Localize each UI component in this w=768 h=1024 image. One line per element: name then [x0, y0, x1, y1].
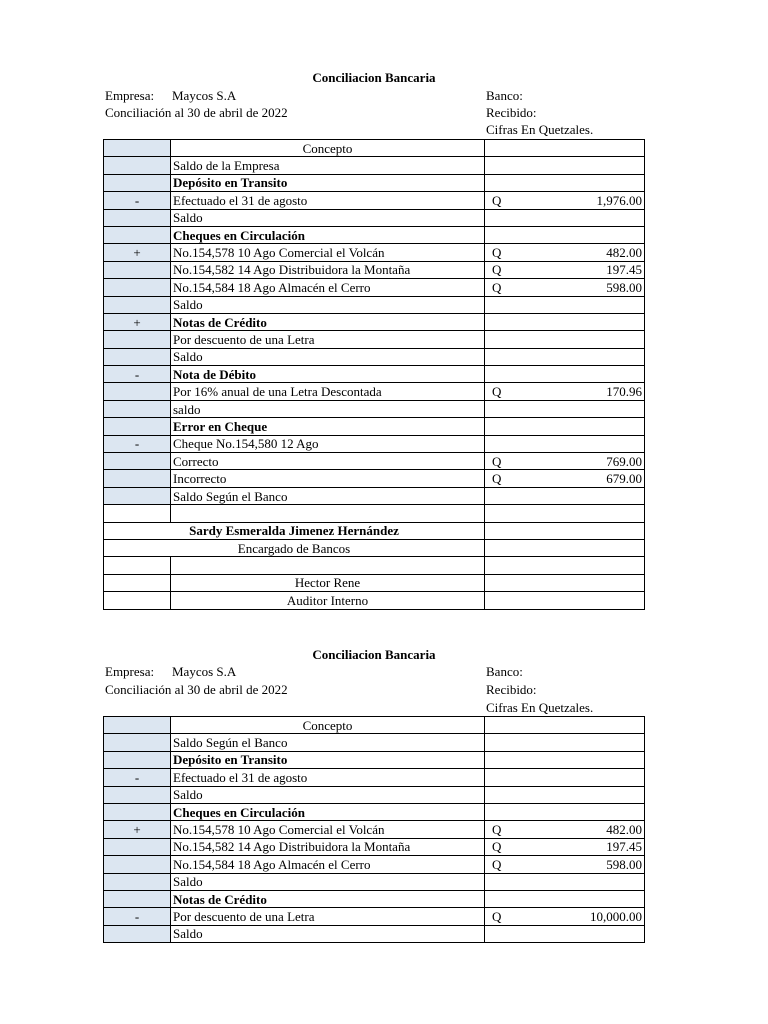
table-row — [104, 331, 645, 348]
concept-cell: No.154,584 18 Ago Almacén el Cerro — [171, 279, 485, 296]
concept-cell: Saldo — [171, 873, 485, 890]
amount-cell — [485, 574, 645, 591]
concept-cell: saldo — [171, 400, 485, 417]
sign-cell — [104, 751, 171, 768]
amount-cell — [485, 348, 645, 365]
concept-cell: Cheques en Circulación — [171, 226, 485, 243]
sign-cell — [104, 296, 171, 313]
concept-cell: Notas de Crédito — [171, 890, 485, 907]
table-row — [104, 226, 645, 243]
amount-cell — [485, 734, 645, 751]
table-row — [104, 908, 645, 925]
amount-wrap — [487, 909, 642, 924]
conciliacion-date: Conciliación al 30 de abril de 2022 — [105, 682, 288, 697]
concept-cell: Saldo Según el Banco — [171, 734, 485, 751]
amount-cell — [485, 383, 645, 400]
amount-wrap — [487, 471, 642, 486]
amount-cell — [485, 244, 645, 261]
table-row — [104, 734, 645, 751]
concept-cell: Error en Cheque — [171, 418, 485, 435]
report-title: Conciliacion Bancaria — [312, 70, 436, 85]
currency-symbol: Q — [492, 839, 502, 855]
amount-wrap — [487, 839, 642, 854]
amount-cell — [485, 192, 645, 209]
amount-cell — [485, 296, 645, 313]
recibido-label: Recibido: — [486, 682, 537, 697]
sign-cell — [104, 873, 171, 890]
table-row — [104, 786, 645, 803]
amount-cell — [485, 366, 645, 383]
concept-cell: No.154,578 10 Ago Comercial el Volcán — [171, 821, 485, 838]
sign-cell — [104, 209, 171, 226]
table-row — [104, 279, 645, 296]
concept-cell: Efectuado el 31 de agosto — [171, 192, 485, 209]
conciliacion-date: Conciliación al 30 de abril de 2022 — [105, 105, 288, 120]
signature-row — [104, 505, 645, 522]
table-row — [104, 873, 645, 890]
table-row — [104, 348, 645, 365]
amount-cell — [485, 717, 645, 734]
signature-text: Sardy Esmeralda Jimenez Hernández — [104, 522, 485, 539]
concept-cell: Saldo Según el Banco — [171, 487, 485, 504]
table-row — [104, 296, 645, 313]
concept-cell: No.154,582 14 Ago Distribuidora la Montaña — [171, 838, 485, 855]
currency-symbol: Q — [492, 471, 502, 487]
amount-cell — [485, 769, 645, 786]
currency-symbol: Q — [492, 856, 502, 872]
amount-cell — [485, 786, 645, 803]
amount-wrap — [487, 384, 642, 399]
amount-wrap — [487, 454, 642, 469]
sign-cell — [104, 717, 171, 734]
table-row — [104, 803, 645, 820]
sign-cell — [104, 803, 171, 820]
blank-cell — [104, 505, 171, 522]
currency-symbol: Q — [492, 279, 502, 295]
amount-cell — [485, 539, 645, 556]
amount-wrap — [487, 262, 642, 277]
concept-cell: Efectuado el 31 de agosto — [171, 769, 485, 786]
signature-row — [104, 522, 645, 539]
blank-cell — [171, 557, 485, 574]
concept-cell: Por descuento de una Letra — [171, 908, 485, 925]
concept-cell: Por 16% anual de una Letra Descontada — [171, 383, 485, 400]
concept-cell: Por descuento de una Letra — [171, 331, 485, 348]
table-row — [104, 838, 645, 855]
blank-cell — [171, 505, 485, 522]
banco-label: Banco: — [486, 664, 523, 679]
blank-cell — [104, 574, 171, 591]
amount-value: 482.00 — [606, 822, 642, 838]
table-row — [104, 435, 645, 452]
sign-cell — [104, 925, 171, 942]
sign-cell — [104, 226, 171, 243]
amount-cell — [485, 803, 645, 820]
sign-cell — [104, 261, 171, 278]
amount-cell — [485, 522, 645, 539]
table-header-row — [104, 140, 645, 157]
amount-cell — [485, 418, 645, 435]
sign-cell — [104, 157, 171, 174]
signature-row — [104, 539, 645, 556]
amount-cell — [485, 925, 645, 942]
amount-cell — [485, 313, 645, 330]
amount-cell — [485, 487, 645, 504]
sign-cell — [104, 348, 171, 365]
sign-cell: + — [104, 244, 171, 261]
currency-symbol: Q — [492, 384, 502, 400]
amount-cell — [485, 261, 645, 278]
reconciliation-table — [103, 139, 645, 610]
concept-cell: Saldo de la Empresa — [171, 157, 485, 174]
concept-cell: Depósito en Transito — [171, 174, 485, 191]
banco-label: Banco: — [486, 88, 523, 103]
table-row — [104, 157, 645, 174]
amount-wrap — [487, 193, 642, 208]
amount-value: 170.96 — [606, 384, 642, 400]
concept-cell: Notas de Crédito — [171, 313, 485, 330]
sign-cell — [104, 838, 171, 855]
reconciliation-table — [103, 716, 645, 943]
table-row — [104, 925, 645, 942]
blank-cell — [104, 592, 171, 609]
amount-cell — [485, 226, 645, 243]
concept-cell: Saldo — [171, 348, 485, 365]
currency-symbol: Q — [492, 262, 502, 278]
amount-cell — [485, 174, 645, 191]
amount-value: 769.00 — [606, 453, 642, 469]
sign-cell: - — [104, 366, 171, 383]
concept-cell: Saldo — [171, 209, 485, 226]
amount-value: 482.00 — [606, 245, 642, 261]
concept-cell: Cheques en Circulación — [171, 803, 485, 820]
amount-cell — [485, 400, 645, 417]
signature-row — [104, 592, 645, 609]
concept-cell: Saldo — [171, 296, 485, 313]
concept-cell: No.154,584 18 Ago Almacén el Cerro — [171, 856, 485, 873]
table-row — [104, 470, 645, 487]
report-title: Conciliacion Bancaria — [312, 647, 436, 662]
cifras-label: Cifras En Quetzales. — [486, 122, 594, 137]
sign-cell — [104, 453, 171, 470]
sign-cell — [104, 487, 171, 504]
table-row — [104, 487, 645, 504]
concept-cell: Nota de Débito — [171, 366, 485, 383]
amount-cell — [485, 453, 645, 470]
table-row — [104, 174, 645, 191]
amount-cell — [485, 279, 645, 296]
sign-cell — [104, 400, 171, 417]
sign-cell — [104, 383, 171, 400]
table-header-row — [104, 717, 645, 734]
table-row — [104, 890, 645, 907]
table-row — [104, 244, 645, 261]
concept-cell: No.154,582 14 Ago Distribuidora la Montaña — [171, 261, 485, 278]
amount-value: 598.00 — [606, 279, 642, 295]
amount-cell — [485, 209, 645, 226]
concept-cell: Saldo — [171, 925, 485, 942]
signature-text: Auditor Interno — [171, 592, 485, 609]
amount-value: 197.45 — [606, 262, 642, 278]
table-row — [104, 366, 645, 383]
table-row — [104, 383, 645, 400]
amount-wrap — [487, 857, 642, 872]
amount-cell — [485, 505, 645, 522]
amount-wrap — [487, 245, 642, 260]
table-row — [104, 313, 645, 330]
currency-symbol: Q — [492, 908, 502, 924]
empresa-label: Empresa: — [105, 664, 155, 679]
currency-symbol: Q — [492, 453, 502, 469]
empresa-value: Maycos S.A — [172, 664, 237, 679]
sign-cell: - — [104, 908, 171, 925]
cifras-label: Cifras En Quetzales. — [486, 700, 594, 715]
sign-cell: - — [104, 435, 171, 452]
amount-cell — [485, 592, 645, 609]
amount-value: 598.00 — [606, 856, 642, 872]
currency-symbol: Q — [492, 245, 502, 261]
amount-cell — [485, 873, 645, 890]
amount-cell — [485, 140, 645, 157]
amount-value: 679.00 — [606, 471, 642, 487]
table-row — [104, 821, 645, 838]
amount-cell — [485, 157, 645, 174]
amount-cell — [485, 908, 645, 925]
amount-cell — [485, 856, 645, 873]
sign-cell — [104, 734, 171, 751]
sign-cell — [104, 140, 171, 157]
signature-row — [104, 574, 645, 591]
amount-cell — [485, 751, 645, 768]
sign-cell — [104, 279, 171, 296]
signature-text: Encargado de Bancos — [104, 539, 485, 556]
currency-symbol: Q — [492, 192, 502, 208]
concept-cell: Saldo — [171, 786, 485, 803]
table-row — [104, 453, 645, 470]
amount-value: 1,976.00 — [596, 192, 642, 208]
sign-cell — [104, 174, 171, 191]
amount-cell — [485, 890, 645, 907]
sign-cell: + — [104, 313, 171, 330]
table-row — [104, 209, 645, 226]
recibido-label: Recibido: — [486, 105, 537, 120]
amount-cell — [485, 838, 645, 855]
sign-cell: + — [104, 821, 171, 838]
concepto-header: Concepto — [171, 140, 485, 157]
blank-cell — [104, 557, 171, 574]
concepto-header: Concepto — [171, 717, 485, 734]
table-row — [104, 192, 645, 209]
table-row — [104, 751, 645, 768]
sign-cell — [104, 856, 171, 873]
amount-cell — [485, 435, 645, 452]
currency-symbol: Q — [492, 822, 502, 838]
empresa-value: Maycos S.A — [172, 88, 237, 103]
amount-cell — [485, 557, 645, 574]
amount-value: 10,000.00 — [590, 908, 642, 924]
sign-cell — [104, 890, 171, 907]
concept-cell: No.154,578 10 Ago Comercial el Volcán — [171, 244, 485, 261]
sign-cell: - — [104, 192, 171, 209]
sign-cell — [104, 331, 171, 348]
sign-cell — [104, 786, 171, 803]
table-row — [104, 400, 645, 417]
amount-wrap — [487, 822, 642, 837]
concept-cell: Correcto — [171, 453, 485, 470]
table-row — [104, 856, 645, 873]
concept-cell: Depósito en Transito — [171, 751, 485, 768]
amount-cell — [485, 331, 645, 348]
table-row — [104, 769, 645, 786]
table-row — [104, 261, 645, 278]
concept-cell: Incorrecto — [171, 470, 485, 487]
signature-text: Hector Rene — [171, 574, 485, 591]
amount-wrap — [487, 280, 642, 295]
sign-cell — [104, 470, 171, 487]
amount-cell — [485, 470, 645, 487]
amount-cell — [485, 821, 645, 838]
empresa-label: Empresa: — [105, 88, 155, 103]
amount-value: 197.45 — [606, 839, 642, 855]
sign-cell — [104, 418, 171, 435]
table-row — [104, 418, 645, 435]
sign-cell: - — [104, 769, 171, 786]
concept-cell: Cheque No.154,580 12 Ago — [171, 435, 485, 452]
signature-row — [104, 557, 645, 574]
